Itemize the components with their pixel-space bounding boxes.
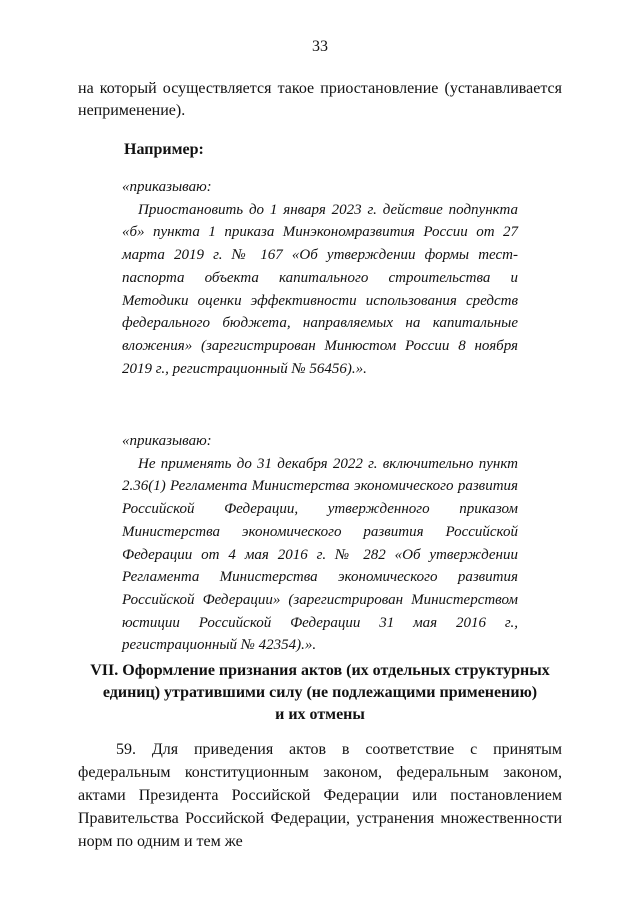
example-heading: Например:	[124, 141, 204, 158]
example-quote-2	[122, 430, 518, 657]
section-heading-line-1: VII. Оформление признания актов (их отдельных структурных	[90, 662, 550, 679]
quote-1-text: Приостановить до 1 января 2023 г. действие подпункта «б» пункта 1 приказа Минэкономразвития России от 27 марта 2019 г. № 167 «Об утверждении формы тест-паспорта объекта капитального строительства и Методики оценки эффективности использования средств федерального бюджета, направляемых на капитальные вложения» (зарегистрирован Минюстом России 8 ноября 2019 г., регистрационный № 56456).».	[122, 201, 518, 377]
page-number: 33	[312, 38, 328, 55]
section-heading	[90, 660, 550, 726]
example-quote-1	[122, 176, 518, 380]
paragraph-59: 59. Для приведения актов в соответствие с принятым федеральным конституционным законом, федеральным законом, актами Президента Российской Федерации или постановлением Правительства Российской Федерации, устранения множественности норм по одним и тем же	[78, 741, 562, 850]
quote-1-opening: «приказываю:	[122, 179, 212, 195]
quote-2-text: Не применять до 31 декабря 2022 г. включительно пункт 2.36(1) Регламента Министерства экономического развития Российской Федерации, утвержденного приказом Министерства экономического развития Российской Федерации от 4 мая 2016 г. № 282 «Об утверждении Регламента Министерства экономического развития Российской Федерации» (зарегистрирован Министерством юстиции Российской Федерации 31 мая 2016 г., регистрационный № 42354).».	[122, 455, 518, 654]
section-heading-line-3: и их отмены	[275, 706, 365, 723]
section-heading-line-2: единиц) утратившими силу (не подлежащими применению)	[102, 684, 538, 701]
continuation-paragraph: на который осуществляется такое приостановление (устанавливается неприменение).	[78, 80, 562, 119]
quote-2-opening: «приказываю:	[122, 433, 212, 449]
